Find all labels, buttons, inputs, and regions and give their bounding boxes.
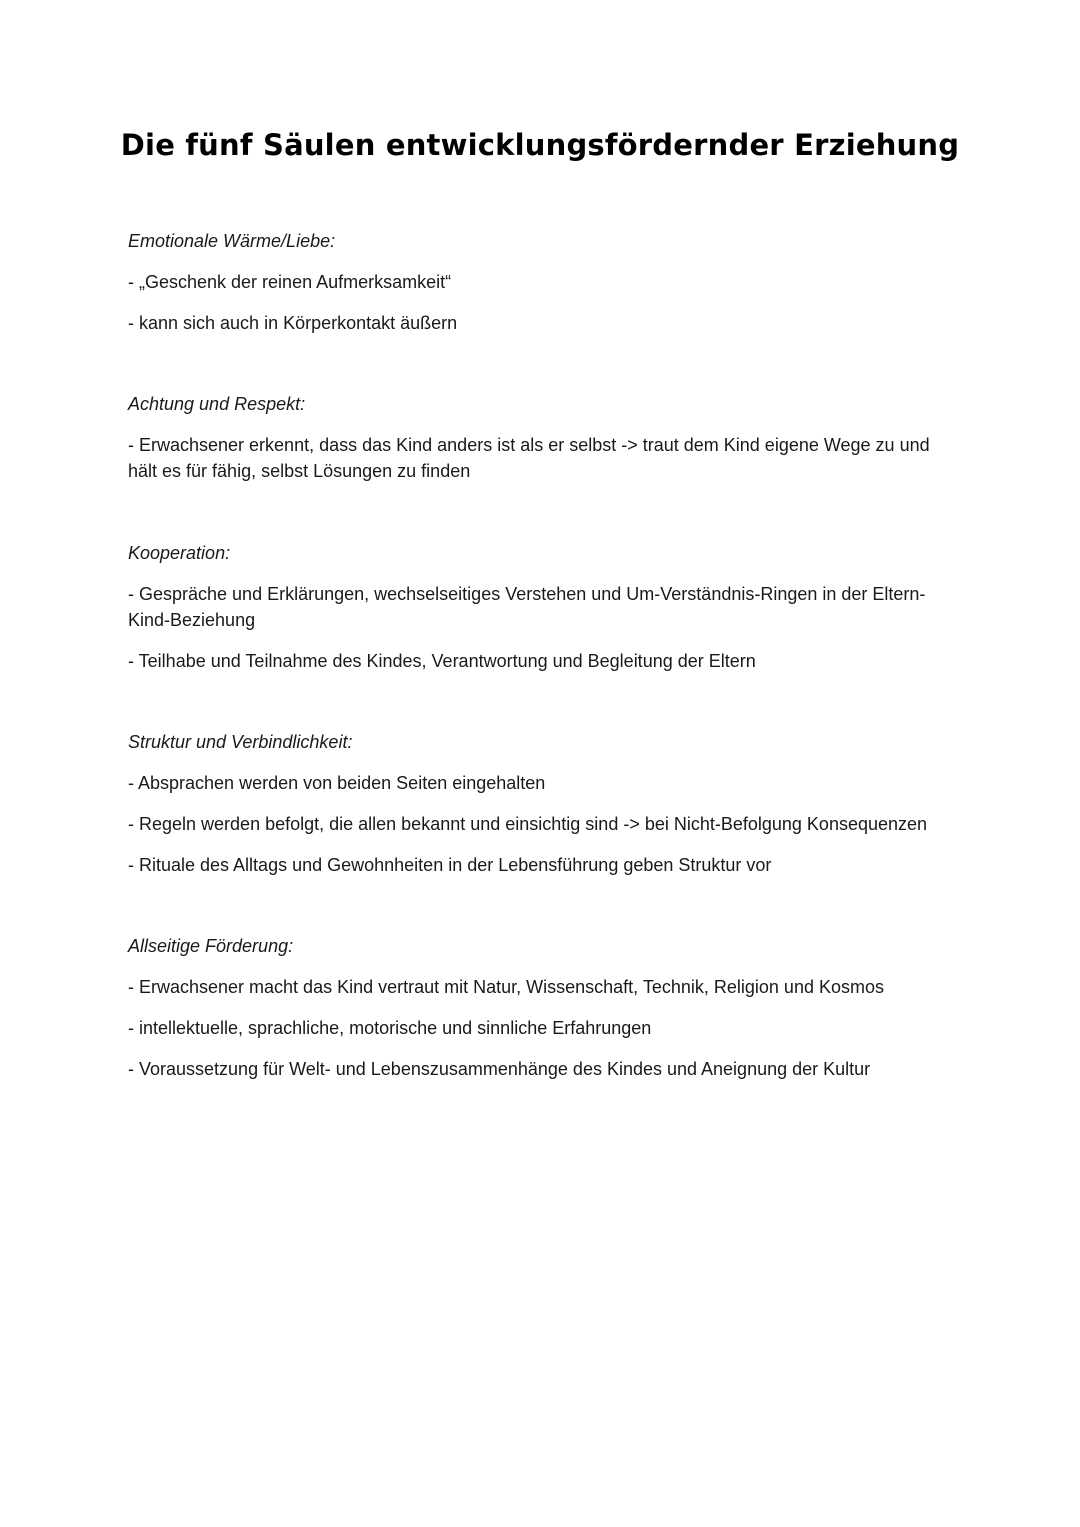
list-item: - Gespräche und Erklärungen, wechselseitiges Verstehen und Um-Verständnis-Ringen in der Eltern-Kind-Beziehung: [128, 584, 926, 630]
list-item: - kann sich auch in Körperkontakt äußern: [128, 313, 458, 333]
section-heading: Allseitige Förderung:: [128, 936, 294, 956]
section-cooperation: [128, 540, 948, 674]
list-item: - Erwachsener erkennt, dass das Kind anders ist als er selbst -> traut dem Kind eigene Wege zu und hält es für fähig, selbst Lösungen zu finden: [128, 435, 930, 481]
section-heading: Struktur und Verbindlichkeit:: [128, 732, 353, 752]
section-heading: Kooperation:: [128, 543, 231, 563]
list-item: - Voraussetzung für Welt- und Lebenszusammenhänge des Kindes und Aneignung der Kultur: [128, 1059, 871, 1079]
list-item: - Rituale des Alltags und Gewohnheiten in der Lebensführung geben Struktur vor: [128, 855, 772, 875]
list-item: - intellektuelle, sprachliche, motorische und sinnliche Erfahrungen: [128, 1018, 652, 1038]
list-item: - „Geschenk der reinen Aufmerksamkeit“: [128, 272, 452, 292]
list-item: - Absprachen werden von beiden Seiten eingehalten: [128, 773, 546, 793]
section-structure: [128, 729, 948, 878]
section-emotional-warmth: [128, 228, 948, 336]
section-heading: Emotionale Wärme/Liebe:: [128, 231, 336, 251]
section-respect: [128, 391, 948, 484]
list-item: - Regeln werden befolgt, die allen bekannt und einsichtig sind -> bei Nicht-Befolgung Konsequenzen: [128, 814, 928, 834]
list-item: - Erwachsener macht das Kind vertraut mit Natur, Wissenschaft, Technik, Religion und Kosmos: [128, 977, 884, 997]
list-item: - Teilhabe und Teilnahme des Kindes, Verantwortung und Begleitung der Eltern: [128, 651, 756, 671]
section-heading: Achtung und Respekt:: [128, 394, 306, 414]
section-promotion: [128, 933, 948, 1082]
document-title: Die fünf Säulen entwicklungsfördernder Erziehung: [120, 128, 960, 162]
